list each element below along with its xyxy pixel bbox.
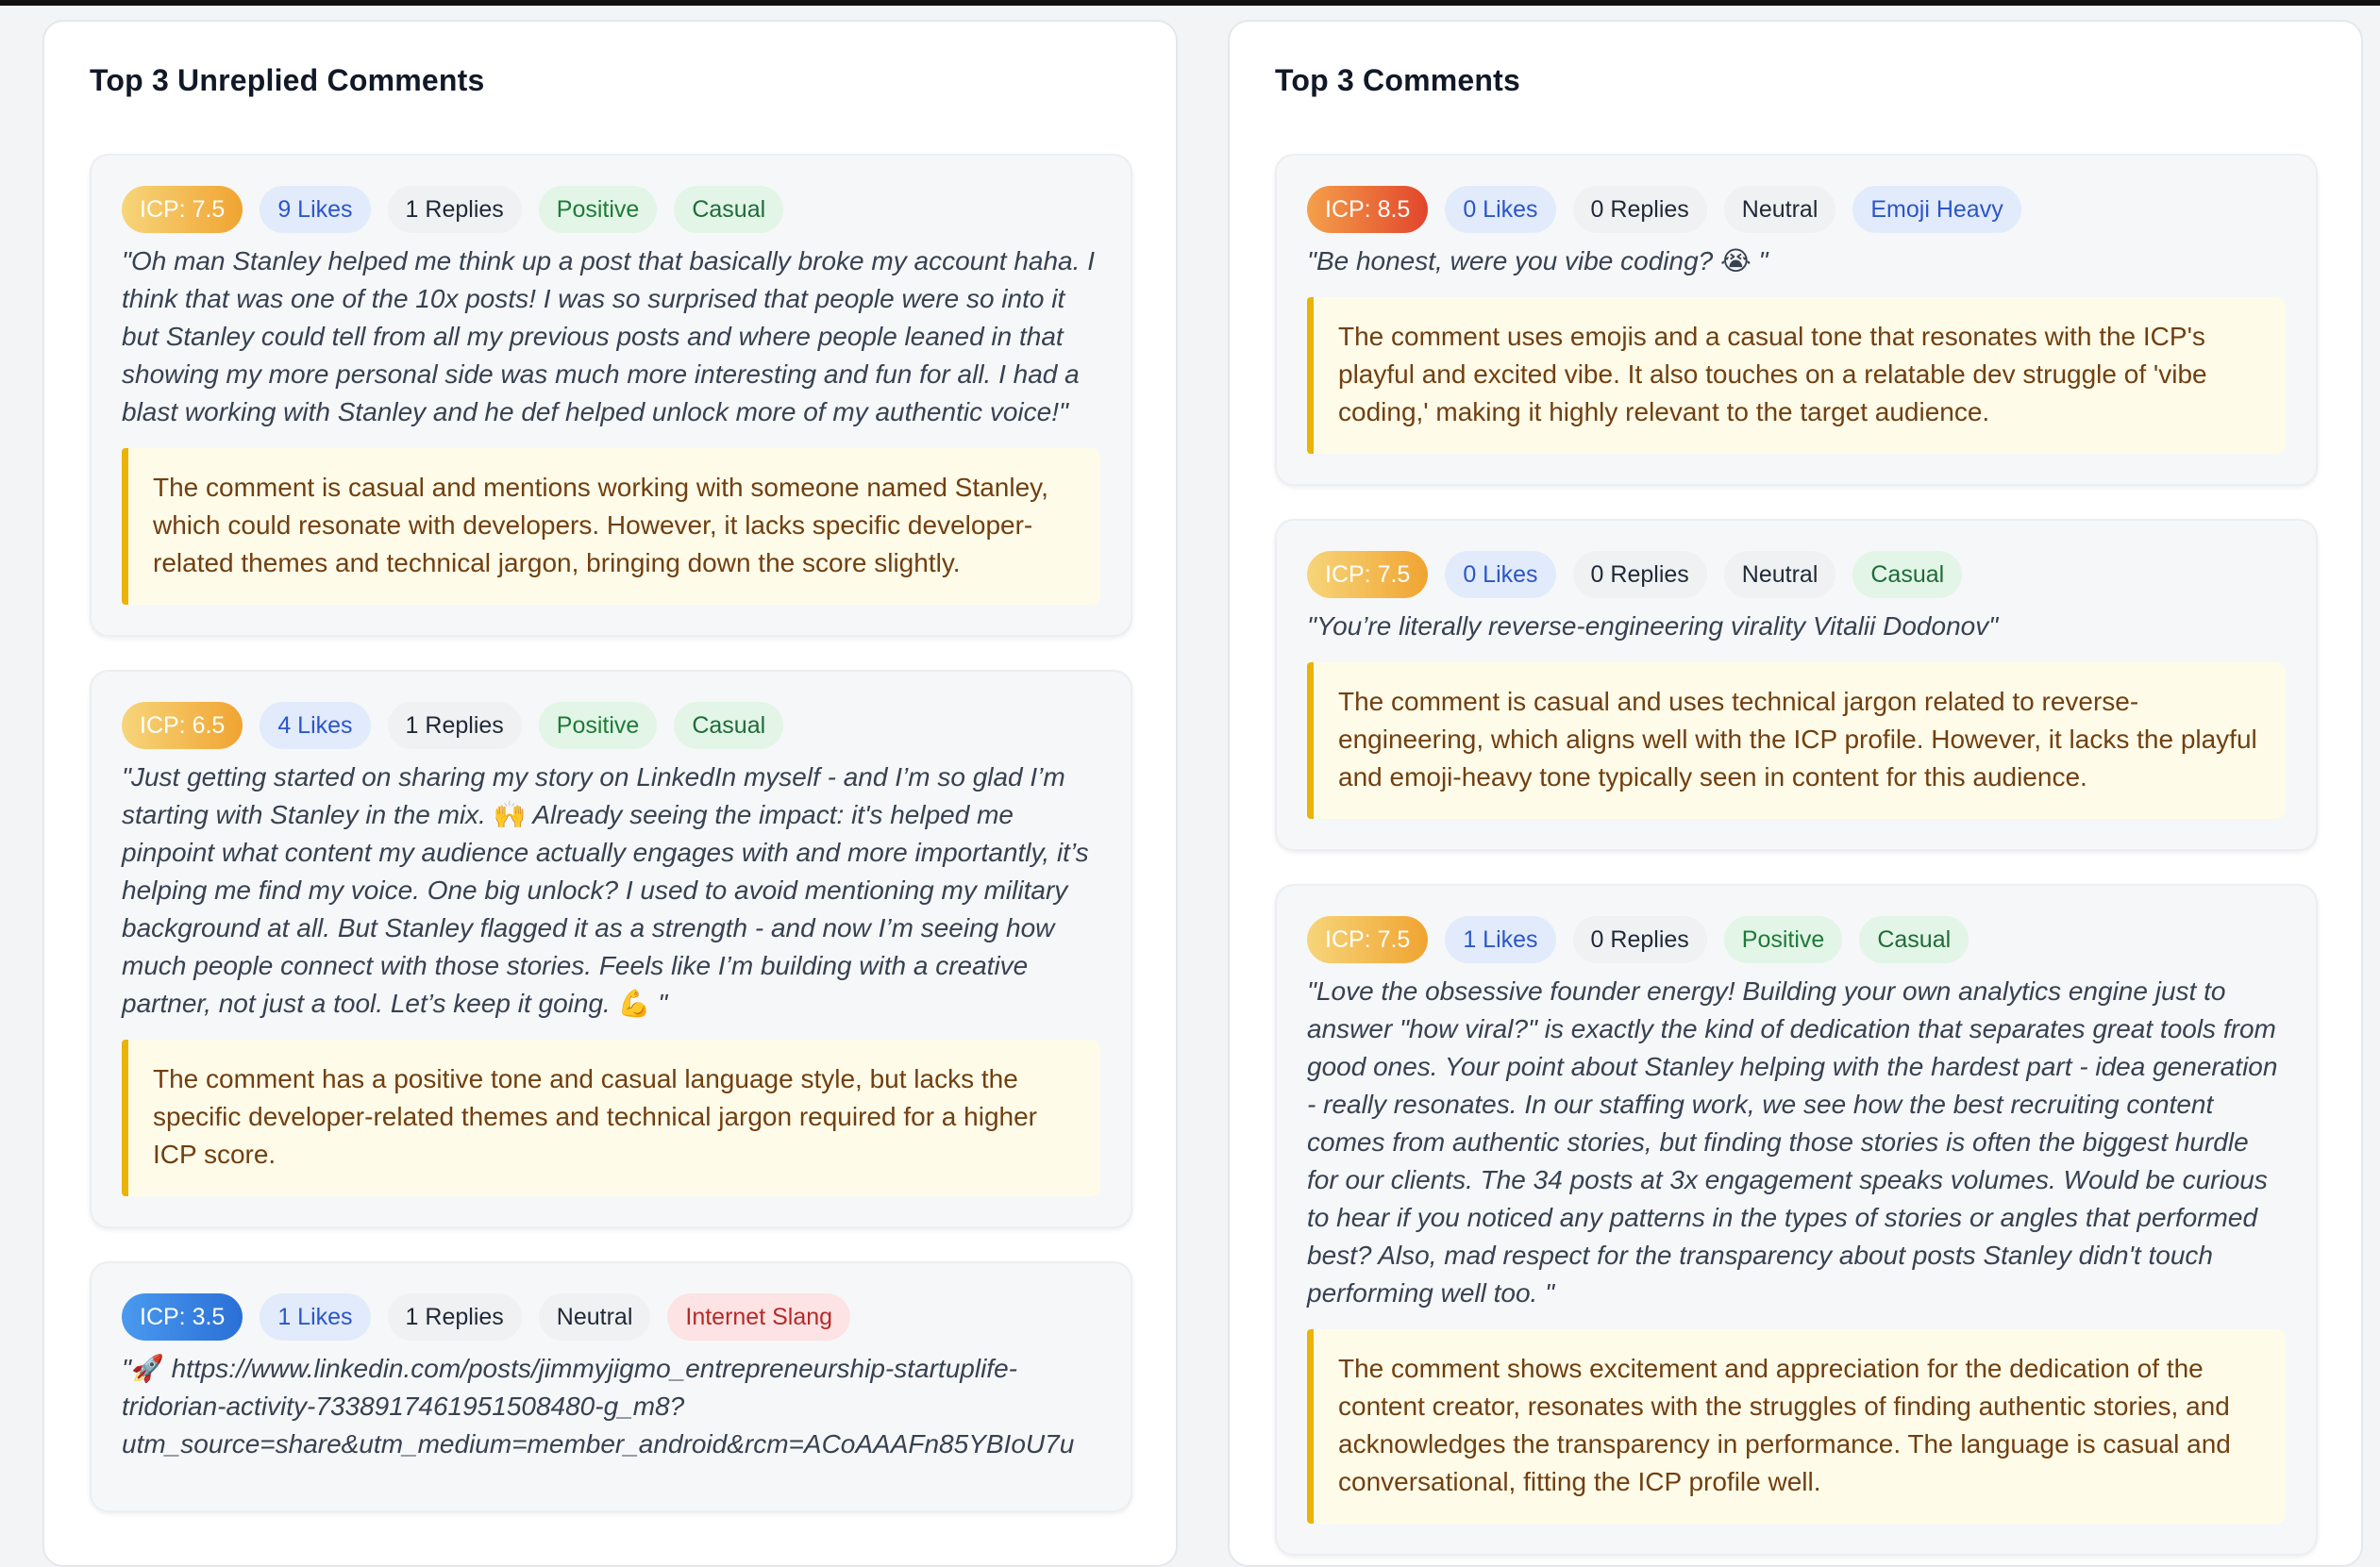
icp-score-badge: ICP: 8.5 (1307, 186, 1428, 233)
comment-card[interactable] (90, 154, 1132, 637)
comment-text: "Oh man Stanley helped me think up a post that basically broke my account haha. I think that was one of the 10x posts! I was so surprised that people were so into it but Stanley could tell from all my previous posts and where people leaned in that showing my more personal side was much more interesting and fun for all. I had a blast working with Stanley and he def helped unlock more of my authentic voice!" (122, 246, 1095, 426)
sentiment-badge: Neutral (1724, 186, 1836, 233)
icp-score-badge: ICP: 7.5 (122, 186, 243, 233)
icp-score-badge: ICP: 3.5 (122, 1293, 243, 1341)
likes-badge: 1 Likes (260, 1293, 370, 1341)
icp-score-badge: ICP: 7.5 (1307, 551, 1428, 598)
style-badge: Emoji Heavy (1852, 186, 2020, 233)
flexed-biceps-icon: 💪 (617, 989, 651, 1018)
comment-text-part: "Just getting started on sharing my story on LinkedIn myself - and I’m so glad I’m starting with Stanley in the mix. (122, 762, 1065, 829)
comment-text: "Love the obsessive founder energy! Building your own analytics engine just to answer "how viral?" is exactly the kind of dedication that separates great tools from good ones. Your point about Stanley helping with the hardest part - idea generation - really resonates. In our staffing work, we see how the best recruiting content comes from authentic stories, but finding those stories is often the biggest hurdle for our clients. The 34 posts at 3x engagement speaks volumes. Would be curious to hear if you noticed any patterns in the types of stories or angles that performed best? Also, mad respect for the transparency about posts Stanley didn't touch performing well too. " (1307, 976, 2278, 1308)
comment-link[interactable]: https://www.linkedin.com/posts/jimmyjigmo_entrepreneurship-startuplife-tridorian-activity-7338917461951508480-g_m8?utm_source=share&utm_medium=member_android&rcm=ACoAAAFn85YBIoU7u (122, 1354, 1075, 1459)
comment-card[interactable] (90, 670, 1132, 1228)
ai-analysis: The comment uses emojis and a casual tone that resonates with the ICP's playful and excited vibe. It also touches on a relatable dev struggle of 'vibe coding,' making it highly relevant to the target audience. (1307, 297, 2286, 454)
comment-text: "You’re literally reverse-engineering virality Vitalii Dodonov" (1307, 611, 1999, 641)
badge-row (1307, 916, 2286, 963)
ai-analysis: The comment is casual and uses technical jargon related to reverse-engineering, which aligns well with the ICP profile. However, it lacks the playful and emoji-heavy tone typically seen in content for this audience. (1307, 662, 2286, 819)
panel-title: Top 3 Unreplied Comments (90, 63, 485, 97)
comment-list (1275, 154, 2318, 1556)
crying-face-icon: 😭 (1720, 246, 1751, 275)
comment-text-part: " (1751, 246, 1768, 275)
comment-list (90, 154, 1132, 1512)
comment-text (1307, 242, 2286, 280)
replies-badge: 1 Replies (388, 1293, 522, 1341)
comment-card[interactable] (1275, 884, 2318, 1556)
comment-text (122, 758, 1100, 1023)
rocket-icon: 🚀 (130, 1354, 164, 1383)
icp-score-badge: ICP: 6.5 (122, 702, 243, 749)
ai-analysis: The comment shows excitement and appreciation for the dedication of the content creator, resonates with the struggles of finding authentic stories, and acknowledges the transparency in performance. The language is casual and conversational, fitting the ICP profile well. (1307, 1329, 2286, 1524)
style-badge: Casual (674, 186, 783, 233)
likes-badge: 9 Likes (260, 186, 370, 233)
style-badge: Casual (674, 702, 783, 749)
style-badge: Casual (1852, 551, 1962, 598)
sentiment-badge: Positive (1724, 916, 1843, 963)
replies-badge: 0 Replies (1573, 186, 1707, 233)
sentiment-badge: Positive (539, 186, 658, 233)
sentiment-badge: Neutral (539, 1293, 651, 1341)
panel-title: Top 3 Comments (1275, 63, 1521, 97)
top-comments-panel (1228, 20, 2363, 1567)
ai-analysis: The comment is casual and mentions working with someone named Stanley, which could resonate with developers. However, it lacks specific developer-related themes and technical jargon, bringing down the score slightly. (122, 448, 1100, 605)
sentiment-badge: Neutral (1724, 551, 1836, 598)
badge-row (122, 186, 1100, 233)
top-bar (0, 0, 2380, 6)
style-badge: Casual (1859, 916, 1969, 963)
badge-row (122, 702, 1100, 749)
likes-badge: 0 Likes (1445, 551, 1555, 598)
style-badge: Internet Slang (667, 1293, 850, 1341)
replies-badge: 1 Replies (388, 186, 522, 233)
ai-analysis: The comment has a positive tone and casual language style, but lacks the specific developer-related themes and technical jargon required for a higher ICP score. (122, 1040, 1100, 1196)
likes-badge: 0 Likes (1445, 186, 1555, 233)
replies-badge: 0 Replies (1573, 916, 1707, 963)
comment-text-part: Already seeing the impact: it's helped me pinpoint what content my audience actually engages with and more importantly, it’s helping me find my voice. One big unlock? I used to avoid mentioning my military background at all. But Stanley flagged it as a strength - and now I’m seeing how much people connect with those stories. Feels like I’m building with a creative partner, not just a tool. Let’s keep it going. (122, 800, 1089, 1018)
comment-card[interactable] (1275, 154, 2318, 486)
comment-card[interactable] (90, 1261, 1132, 1512)
unreplied-comments-panel (42, 20, 1178, 1567)
badge-row (1307, 186, 2286, 233)
sentiment-badge: Positive (539, 702, 658, 749)
badge-row (1307, 551, 2286, 598)
comment-text-part: " (650, 989, 668, 1018)
replies-badge: 1 Replies (388, 702, 522, 749)
comment-text (122, 1350, 1100, 1463)
comment-text-part: " (122, 1354, 131, 1383)
comment-text-part: "Be honest, were you vibe coding? (1307, 246, 1720, 275)
badge-row (122, 1293, 1100, 1341)
comment-card[interactable] (1275, 519, 2318, 851)
replies-badge: 0 Replies (1573, 551, 1707, 598)
likes-badge: 4 Likes (260, 702, 370, 749)
icp-score-badge: ICP: 7.5 (1307, 916, 1428, 963)
raising-hands-icon: 🙌 (493, 800, 527, 829)
likes-badge: 1 Likes (1445, 916, 1555, 963)
